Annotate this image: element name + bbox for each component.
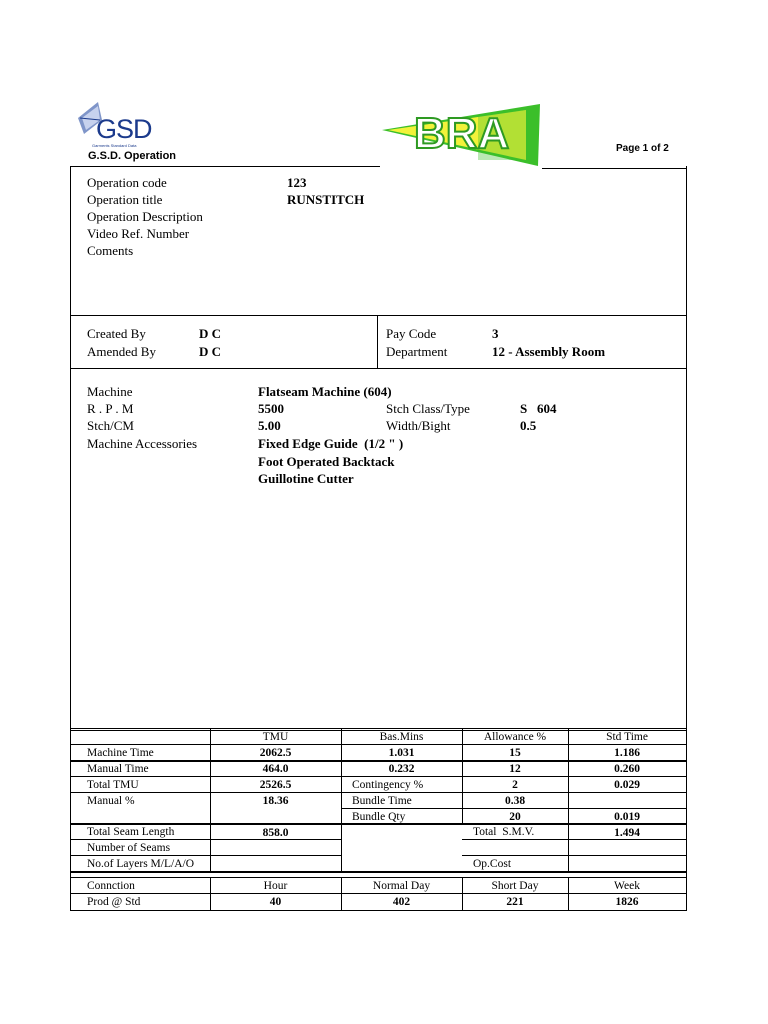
machine-value: Flatseam Machine (604)	[258, 384, 392, 399]
seam-length-value: 858.0	[262, 827, 289, 839]
accessory-item: Foot Operated Backtack	[258, 454, 395, 469]
comments-label: Coments	[87, 243, 134, 258]
created-by-value: D C	[199, 326, 222, 341]
bra-pennant-icon	[378, 100, 544, 170]
top-border-right	[542, 168, 687, 169]
col-header-std-time: Std Time	[606, 731, 648, 743]
bra-logo	[378, 100, 544, 170]
prod-normal-day-value: 402	[392, 896, 411, 908]
stch-cm-value: 5.00	[258, 418, 281, 433]
gsd-caption: G.S.D. Operation	[88, 150, 177, 162]
manual-time-tmu: 464.0	[262, 763, 289, 775]
manual-pct-value: 18.36	[262, 795, 289, 807]
col-header-hour: Hour	[263, 880, 288, 892]
bra-logo-text: BRA	[414, 109, 510, 158]
accessory-item: Fixed Edge Guide (1/2 " )	[258, 436, 404, 451]
total-smv-label: Total S.M.V.	[473, 826, 535, 838]
bundle-qty-label: Bundle Qty	[352, 811, 406, 823]
machine-time-allowance: 15	[509, 747, 521, 759]
op-cost-label: Op.Cost	[473, 858, 512, 870]
row-label-seam-length: Total Seam Length	[87, 826, 175, 838]
gsd-logo-tagline: Garments Standard Data	[92, 143, 137, 148]
bundle-qty-value: 20	[509, 811, 521, 823]
col-header-short-day: Short Day	[491, 880, 539, 892]
row-label-number-of-seams: Number of Seams	[87, 842, 171, 854]
contingency-label: Contingency %	[352, 779, 424, 791]
manual-time-allowance: 12	[509, 763, 521, 775]
total-smv-value: 1.494	[614, 827, 640, 839]
row-label-machine-time: Machine Time	[87, 747, 154, 759]
gsd-logo-text: GSD	[96, 114, 152, 144]
amended-by-label: Amended By	[87, 344, 156, 359]
machine-time-tmu: 2062.5	[259, 747, 292, 759]
author-column-divider	[377, 315, 378, 368]
manual-time-std: 0.260	[614, 763, 640, 775]
stch-class-label: Stch Class/Type	[386, 401, 470, 416]
stch-class-value: S 604	[520, 401, 557, 416]
machine-time-std: 1.186	[614, 747, 640, 759]
bundle-time-label: Bundle Time	[352, 795, 412, 807]
row-label-connection: Connction	[87, 880, 135, 892]
row-label-prod-at-std: Prod @ Std	[87, 896, 141, 908]
video-ref-label: Video Ref. Number	[87, 226, 190, 241]
row-label-layers: No.of Layers M/L/A/O	[87, 858, 194, 870]
row-label-manual-pct: Manual %	[87, 795, 135, 807]
section-divider-2	[70, 368, 687, 369]
manual-time-basmins: 0.232	[388, 763, 415, 775]
contingency-std: 0.029	[614, 779, 640, 791]
row-label-total-tmu: Total TMU	[87, 779, 139, 791]
width-bight-label: Width/Bight	[386, 418, 451, 433]
contingency-value: 2	[512, 779, 518, 791]
pay-code-value: 3	[492, 326, 499, 341]
created-by-label: Created By	[87, 326, 146, 341]
gsd-logo	[76, 100, 196, 160]
operation-code-label: Operation code	[87, 175, 167, 190]
department-value: 12 - Assembly Room	[492, 344, 606, 359]
col-header-normal-day: Normal Day	[372, 880, 431, 892]
bundle-time-value: 0.38	[504, 795, 526, 807]
department-label: Department	[386, 344, 448, 359]
top-border-left	[70, 166, 380, 167]
accessory-item: Guillotine Cutter	[258, 471, 354, 486]
operation-code-value: 123	[287, 175, 307, 190]
machine-label: Machine	[87, 384, 133, 399]
col-header-tmu: TMU	[262, 731, 289, 743]
row-label-manual-time: Manual Time	[87, 763, 149, 775]
prod-short-day-value: 221	[506, 896, 524, 908]
total-tmu-value: 2526.5	[259, 779, 292, 791]
col-header-allowance: Allowance %	[483, 731, 547, 743]
rpm-value: 5500	[258, 401, 284, 416]
machine-time-basmins: 1.031	[388, 747, 415, 759]
stch-cm-label: Stch/CM	[87, 418, 134, 433]
operation-title-label: Operation title	[87, 192, 163, 207]
rpm-label: R . P . M	[87, 401, 134, 416]
prod-hour-value: 40	[269, 896, 282, 908]
bundle-qty-std: 0.019	[614, 811, 640, 823]
pay-code-label: Pay Code	[386, 326, 437, 341]
section-divider-1	[70, 315, 687, 316]
width-bight-value: 0.5	[520, 418, 537, 433]
amended-by-value: D C	[199, 344, 222, 359]
col-header-week: Week	[614, 880, 640, 892]
operation-title-value: RUNSTITCH	[287, 192, 365, 207]
prod-week-value: 1826	[615, 896, 639, 908]
operation-description-label: Operation Description	[87, 209, 203, 224]
page-indicator: Page 1 of 2	[616, 143, 669, 154]
machine-accessories-label: Machine Accessories	[87, 436, 198, 451]
col-header-basmins: Bas.Mins	[379, 731, 424, 743]
